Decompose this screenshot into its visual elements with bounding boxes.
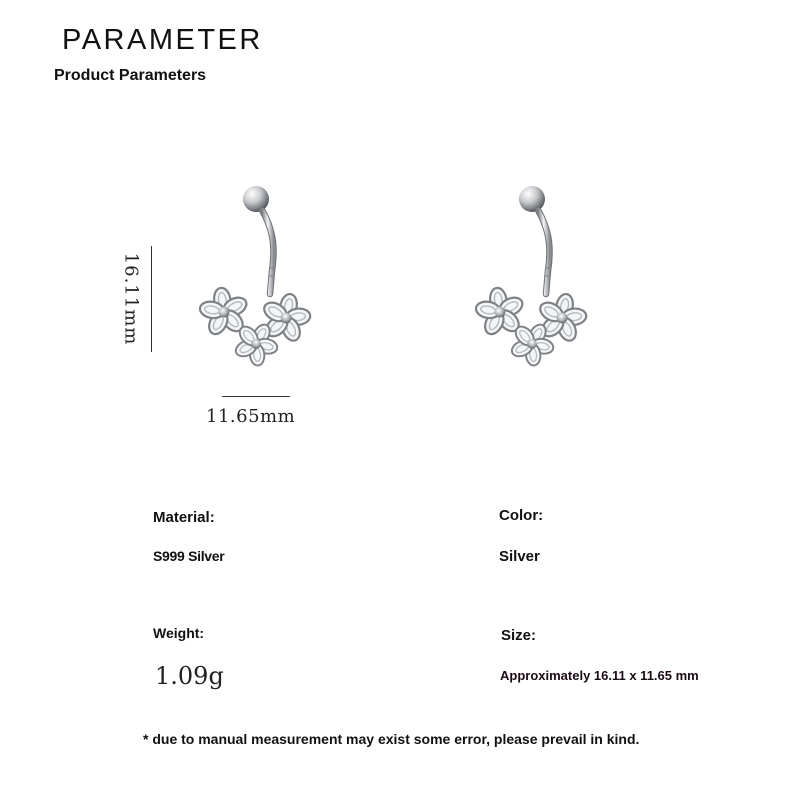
earring-image-right [456,176,606,376]
size-label: Size: [501,627,537,644]
color-label: Color: [499,507,544,524]
weight-value: 1.09g [155,662,224,690]
height-dimension-line [151,246,152,352]
weight-label: Weight: [153,625,205,641]
color-value: Silver [499,548,540,565]
width-dimension-label: 11.65mm [206,406,296,427]
material-value: S999 Silver [153,548,225,564]
size-value: Approximately 16.11 x 11.65 mm [500,668,699,683]
height-dimension-text: 16.11mm [120,252,142,346]
measurement-note: * due to manual measurement may exist some error, please prevail in kind. [143,731,640,747]
page-subtitle: Product Parameters [54,67,207,84]
earring-image-left [180,176,330,376]
page-title: PARAMETER [62,24,263,56]
width-dimension-line [222,396,290,397]
material-label: Material: [153,509,215,526]
